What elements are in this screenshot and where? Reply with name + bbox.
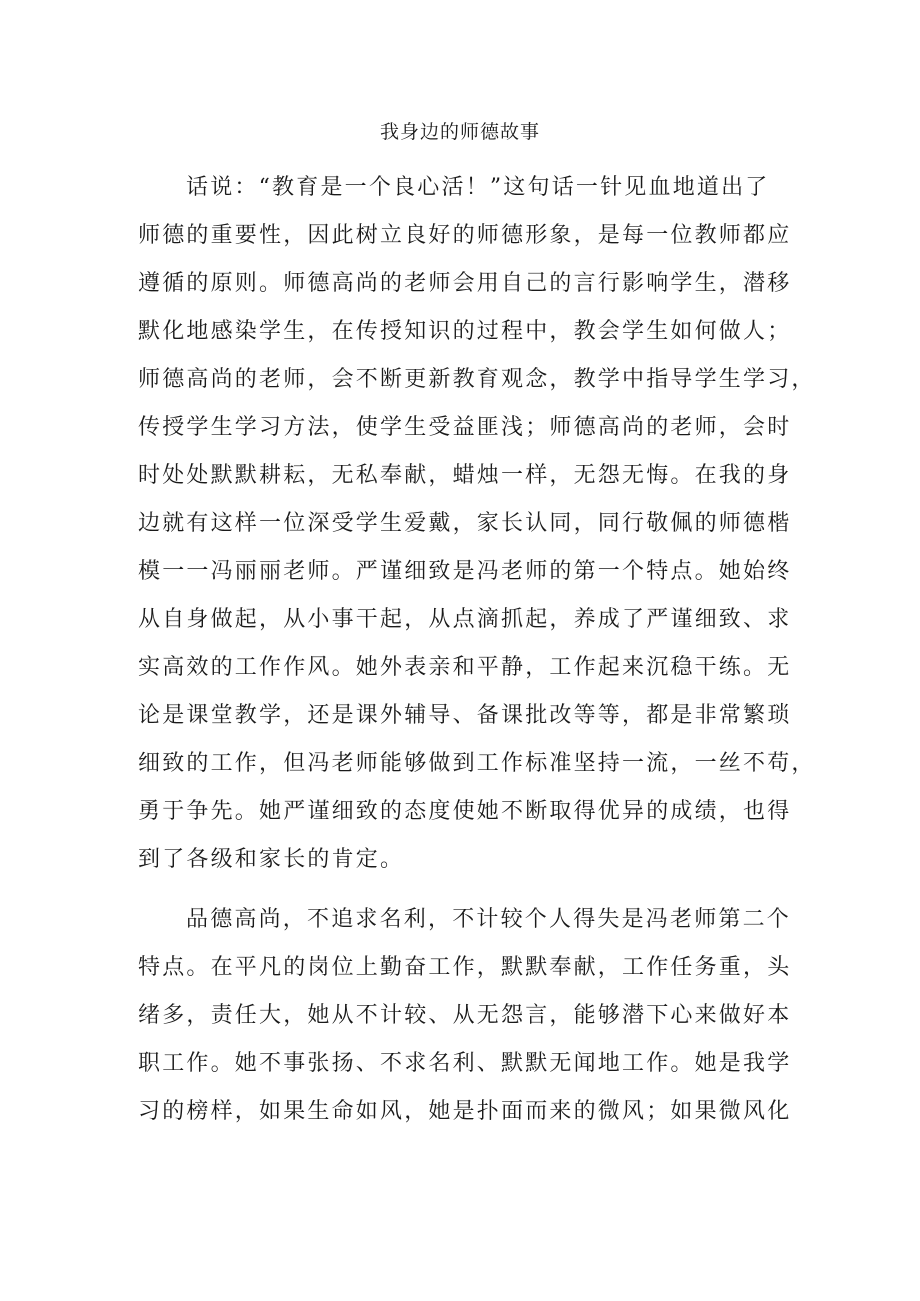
- paragraph-line: 论是课堂教学，还是课外辅导、备课批改等等，都是非常繁琐: [138, 703, 792, 728]
- document-title: 我身边的师德故事: [379, 121, 540, 143]
- paragraph-line: 模一一冯丽丽老师。严谨细致是冯老师的第一个特点。她始终: [138, 559, 792, 584]
- paragraph-line: 习的榜样，如果生命如风，她是扑面而来的微风；如果微风化: [138, 1099, 792, 1124]
- paragraph-line: 默化地感染学生，在传授知识的过程中，教会学生如何做人；: [138, 319, 792, 344]
- paragraph-line: 品德高尚，不追求名利，不计较个人得失是冯老师第二个: [186, 907, 792, 932]
- paragraph-line: 绪多，责任大，她从不计较、从无怨言，能够潜下心来做好本: [138, 1003, 792, 1028]
- paragraph-line: 师德的重要性，因此树立良好的师德形象，是每一位教师都应: [138, 223, 792, 248]
- paragraph-line: 遵循的原则。师德高尚的老师会用自己的言行影响学生，潜移: [138, 271, 792, 296]
- paragraph-line: 勇于争先。她严谨细致的态度使她不断取得优异的成绩，也得: [138, 799, 792, 824]
- paragraph-line: 边就有这样一位深受学生爱戴，家长认同，同行敬佩的师德楷: [138, 511, 792, 536]
- paragraph-line: 实高效的工作作风。她外表亲和平静，工作起来沉稳干练。无: [138, 655, 792, 680]
- paragraph-line: 话说：“教育是一个良心活！”这句话一针见血地道出了: [186, 175, 770, 200]
- paragraph-line: 时处处默默耕耘，无私奉献，蜡烛一样，无怨无悔。在我的身: [138, 463, 792, 488]
- paragraph-line: 传授学生学习方法，使学生受益匪浅；师德高尚的老师，会时: [138, 415, 792, 440]
- paragraph-line: 师德高尚的老师，会不断更新教育观念，教学中指导学生学习，: [138, 367, 816, 392]
- paragraph-line: 特点。在平凡的岗位上勤奋工作，默默奉献，工作任务重，头: [138, 955, 792, 980]
- paragraph-line: 职工作。她不事张扬、不求名利、默默无闻地工作。她是我学: [138, 1051, 792, 1076]
- paragraph-line: 细致的工作，但冯老师能够做到工作标准坚持一流，一丝不苟，: [138, 751, 816, 776]
- paragraph-line: 从自身做起，从小事干起，从点滴抓起，养成了严谨细致、求: [138, 607, 792, 632]
- paragraph-line: 到了各级和家长的肯定。: [138, 847, 405, 872]
